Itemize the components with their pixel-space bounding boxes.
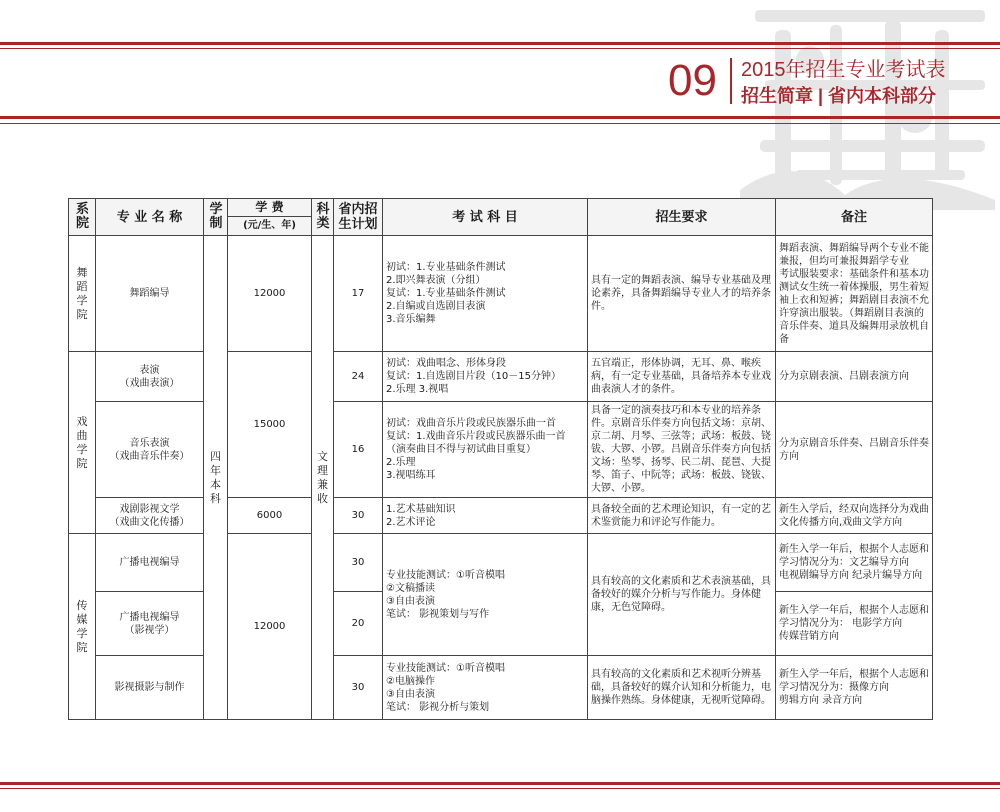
exam-cell: 专业技能测试：①听音模唱 ②电脑操作 ③自由表演 笔试： 影视分析与策划 <box>383 656 588 720</box>
exam-cell: 初试：戏曲音乐片段或民族器乐曲一首 复试：1.戏曲音乐片段或民族器乐曲一首 （演奏曲目不得与初试曲目重复） 2.乐理 3.视唱练耳 <box>383 402 588 498</box>
major-name: 广播电视编导 （影视学） <box>96 592 204 656</box>
header-requirements: 招生要求 <box>588 199 776 236</box>
exam-cell: 1.艺术基础知识 2.艺术评论 <box>383 498 588 534</box>
header-duration: 学制 <box>204 199 228 236</box>
note-cell: 舞蹈表演、舞蹈编导两个专业不能兼报，但均可兼报舞蹈学专业 考试服装要求：基础条件和基本功测试女生统一着体操服，男生着短袖上衣和短裤；舞蹈剧目表演不允许穿演出服装。（舞蹈剧目表演的音乐伴奏、道具及编舞用录放机自备 <box>776 236 933 352</box>
fee-cell: 12000 <box>228 236 312 352</box>
requirement-cell: 具备较全面的艺术理论知识，有一定的艺术鉴赏能力和评论写作能力。 <box>588 498 776 534</box>
requirement-cell: 具有较高的文化素质和艺术视听分辨基础，具备较好的媒介认知和分析能力，电脑操作熟练。身体健康，无视听觉障碍。 <box>588 656 776 720</box>
header-bottom-rule-thin <box>0 123 1000 124</box>
duration-cell: 四年本科 <box>204 236 228 720</box>
header-exams: 考 试 科 目 <box>383 199 588 236</box>
header-category: 科类 <box>312 199 334 236</box>
major-name: 影视摄影与制作 <box>96 656 204 720</box>
quota-cell: 30 <box>334 534 383 592</box>
table-row <box>69 534 933 592</box>
table-row <box>69 236 933 352</box>
dept-media: 传媒学院 <box>69 534 96 720</box>
exam-table <box>68 198 933 720</box>
dept-dance: 舞蹈学院 <box>69 236 96 352</box>
major-name: 音乐表演 （戏曲音乐伴奏） <box>96 402 204 498</box>
table-row <box>69 352 933 402</box>
quota-cell: 30 <box>334 656 383 720</box>
requirement-cell: 具备一定的演奏技巧和本专业的培养条件。京剧音乐伴奏方向包括文场：京胡、京二胡、月琴、三弦等；武场：板鼓、铙钹、大锣、小锣。吕剧音乐伴奏方向包括文场：坠琴、扬琴、民二胡、琵琶、大提琴、笛子、中阮等；武场：板鼓、铙钹、大锣、小锣。 <box>588 402 776 498</box>
fee-cell: 15000 <box>228 352 312 498</box>
bottom-rule-thick <box>0 782 1000 785</box>
note-cell: 分为京剧表演、吕剧表演方向 <box>776 352 933 402</box>
table-row <box>69 498 933 534</box>
category-cell: 文理兼收 <box>312 236 334 720</box>
exam-cell: 初试：戏曲唱念、形体身段 复试：1.自选剧目片段（10－15分钟） 2.乐理 3.视唱 <box>383 352 588 402</box>
requirement-cell: 五官端正，形体协调，无耳、鼻、喉疾病，有一定专业基础，具备培养本专业戏曲表演人才的条件。 <box>588 352 776 402</box>
top-rule-thin <box>0 48 1000 49</box>
header-subtitle: 招生简章 | 省内本科部分 <box>741 86 937 106</box>
table-row <box>69 656 933 720</box>
header-quota: 省内招生计划 <box>334 199 383 236</box>
quota-cell: 17 <box>334 236 383 352</box>
major-name: 表演 （戏曲表演） <box>96 352 204 402</box>
exam-cell: 专业技能测试：①听音模唱 ②文稿播读 ③自由表演 笔试： 影视策划与写作 <box>383 534 588 656</box>
note-cell: 新生入学一年后，根据个人志愿和学习情况分为：文艺编导方向 电视剧编导方向 纪录片编导方向 <box>776 534 933 592</box>
header-divider <box>730 58 732 104</box>
quota-cell: 20 <box>334 592 383 656</box>
note-cell: 分为京剧音乐伴奏、吕剧音乐伴奏方向 <box>776 402 933 498</box>
table-header-row <box>69 199 933 236</box>
major-name: 舞蹈编导 <box>96 236 204 352</box>
header-title: 2015年招生专业考试表 <box>741 59 946 81</box>
requirement-cell: 具有较高的文化素质和艺术表演基础，具备较好的媒介分析与写作能力。身体健康，无色觉障碍。 <box>588 534 776 656</box>
top-rule-thick <box>0 42 1000 45</box>
exam-cell: 初试：1.专业基础条件测试 2.即兴舞表演（分组） 复试：1.专业基础条件测试 2.自编或自选剧目表演 3.音乐编舞 <box>383 236 588 352</box>
fee-cell: 12000 <box>228 534 312 720</box>
note-cell: 新生入学一年后，根据个人志愿和学习情况分为：摄像方向 剪辑方向 录音方向 <box>776 656 933 720</box>
major-name: 戏剧影视文学 （戏曲文化传播） <box>96 498 204 534</box>
note-cell: 新生入学后，经双向选择分为戏曲文化传播方向,戏曲文学方向 <box>776 498 933 534</box>
header-dept: 系院 <box>69 199 96 236</box>
table-row <box>69 402 933 498</box>
header-bottom-rule-thick <box>0 116 1000 119</box>
quota-cell: 24 <box>334 352 383 402</box>
fee-cell: 6000 <box>228 498 312 534</box>
header-notes: 备注 <box>776 199 933 236</box>
quota-cell: 30 <box>334 498 383 534</box>
major-name: 广播电视编导 <box>96 534 204 592</box>
bottom-rule-thin <box>0 788 1000 789</box>
note-cell: 新生入学一年后，根据个人志愿和学习情况分为： 电影学方向 传媒营销方向 <box>776 592 933 656</box>
dept-opera: 戏曲学院 <box>69 352 96 534</box>
header-fee: 学 费 (元/生、年) <box>228 199 312 236</box>
page-number: 09 <box>668 56 717 105</box>
quota-cell: 16 <box>334 402 383 498</box>
header-major: 专 业 名 称 <box>96 199 204 236</box>
requirement-cell: 具有一定的舞蹈表演、编导专业基础及理论素养，具备舞蹈编导专业人才的培养条件。 <box>588 236 776 352</box>
